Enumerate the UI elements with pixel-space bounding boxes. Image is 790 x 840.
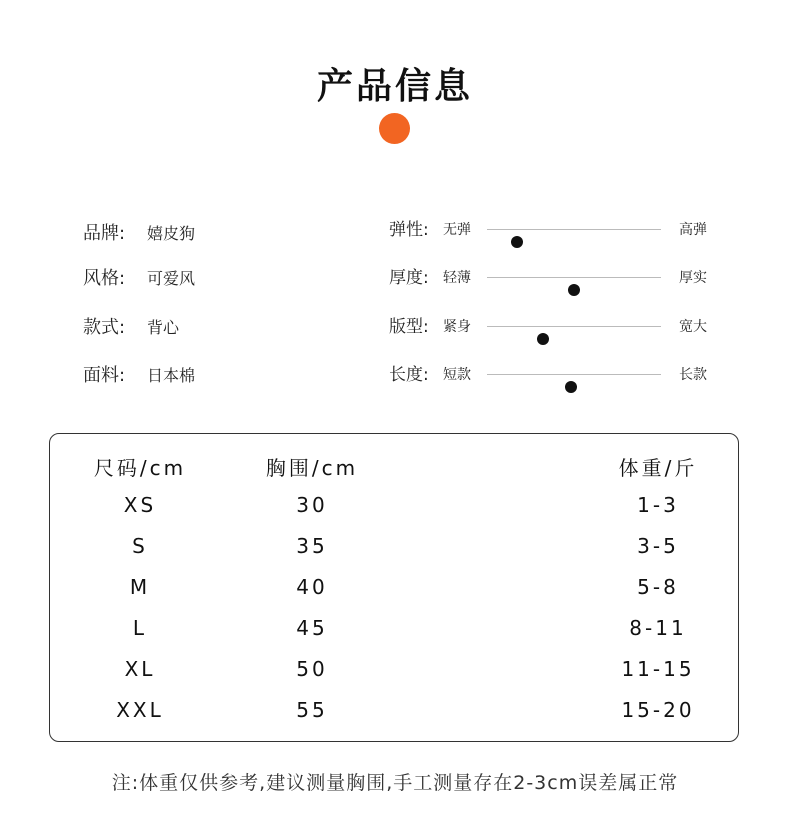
attribute-label: 面料: (83, 365, 126, 386)
scale-fit (389, 315, 719, 339)
scale-label: 版型: (389, 317, 429, 337)
attribute-label: 款式: (83, 317, 126, 338)
attribute-style (83, 265, 195, 289)
scale-knob (565, 381, 577, 393)
scale-low-label: 短款 (443, 367, 471, 383)
table-header-chest: 胸围/cm (265, 456, 359, 480)
attribute-value: 日本棉 (147, 365, 196, 385)
table-cell-chest: 40 (296, 575, 328, 599)
table-cell-weight: 15-20 (621, 698, 695, 722)
scale-high-label: 高弹 (679, 222, 707, 238)
table-cell-size: S (132, 534, 148, 558)
table-cell-chest: 50 (296, 657, 328, 681)
table-cell-size: XL (124, 657, 156, 681)
scale-label: 厚度: (389, 268, 429, 288)
scale-knob (511, 236, 523, 248)
scale-high-label: 厚实 (679, 270, 707, 286)
table-cell-size: XXL (116, 698, 164, 722)
table-cell-chest: 30 (296, 493, 328, 517)
scale-track (487, 277, 661, 278)
table-header-size: 尺码/cm (93, 456, 187, 480)
attribute-brand (83, 220, 195, 244)
scale-low-label: 紧身 (443, 319, 471, 335)
attribute-value: 嬉皮狗 (147, 223, 196, 243)
table-cell-size: M (129, 575, 151, 599)
measurement-note: 注:体重仅供参考,建议测量胸围,手工测量存在2-3cm误差属正常 (111, 772, 679, 794)
attribute-label: 品牌: (83, 223, 126, 244)
table-cell-chest: 45 (296, 616, 328, 640)
scale-knob (537, 333, 549, 345)
scale-thickness (389, 266, 719, 290)
scale-high-label: 长款 (679, 367, 707, 383)
table-cell-weight: 1-3 (637, 493, 679, 517)
scale-high-label: 宽大 (679, 319, 707, 335)
scale-track (487, 229, 661, 230)
scale-track (487, 374, 661, 375)
table-cell-weight: 11-15 (621, 657, 695, 681)
scale-knob (568, 284, 580, 296)
table-cell-weight: 3-5 (637, 534, 679, 558)
page-title: 产品信息 (316, 66, 473, 107)
scale-label: 长度: (389, 365, 429, 385)
table-cell-size: L (132, 616, 148, 640)
attribute-type (83, 314, 179, 338)
accent-dot (379, 113, 410, 144)
scale-elasticity (389, 218, 719, 242)
attribute-label: 风格: (83, 268, 126, 289)
table-header-weight: 体重/斤 (618, 456, 698, 480)
attribute-value: 可爱风 (147, 268, 196, 288)
table-cell-chest: 55 (296, 698, 328, 722)
attribute-value: 背心 (147, 317, 180, 337)
attribute-fabric (83, 362, 195, 386)
table-cell-size: XS (123, 493, 157, 517)
scale-low-label: 轻薄 (443, 270, 471, 286)
table-cell-weight: 8-11 (629, 616, 687, 640)
scale-track (487, 326, 661, 327)
table-cell-chest: 35 (296, 534, 328, 558)
scale-length (389, 363, 719, 387)
scale-label: 弹性: (389, 220, 429, 240)
scale-low-label: 无弹 (443, 222, 471, 238)
table-cell-weight: 5-8 (637, 575, 679, 599)
